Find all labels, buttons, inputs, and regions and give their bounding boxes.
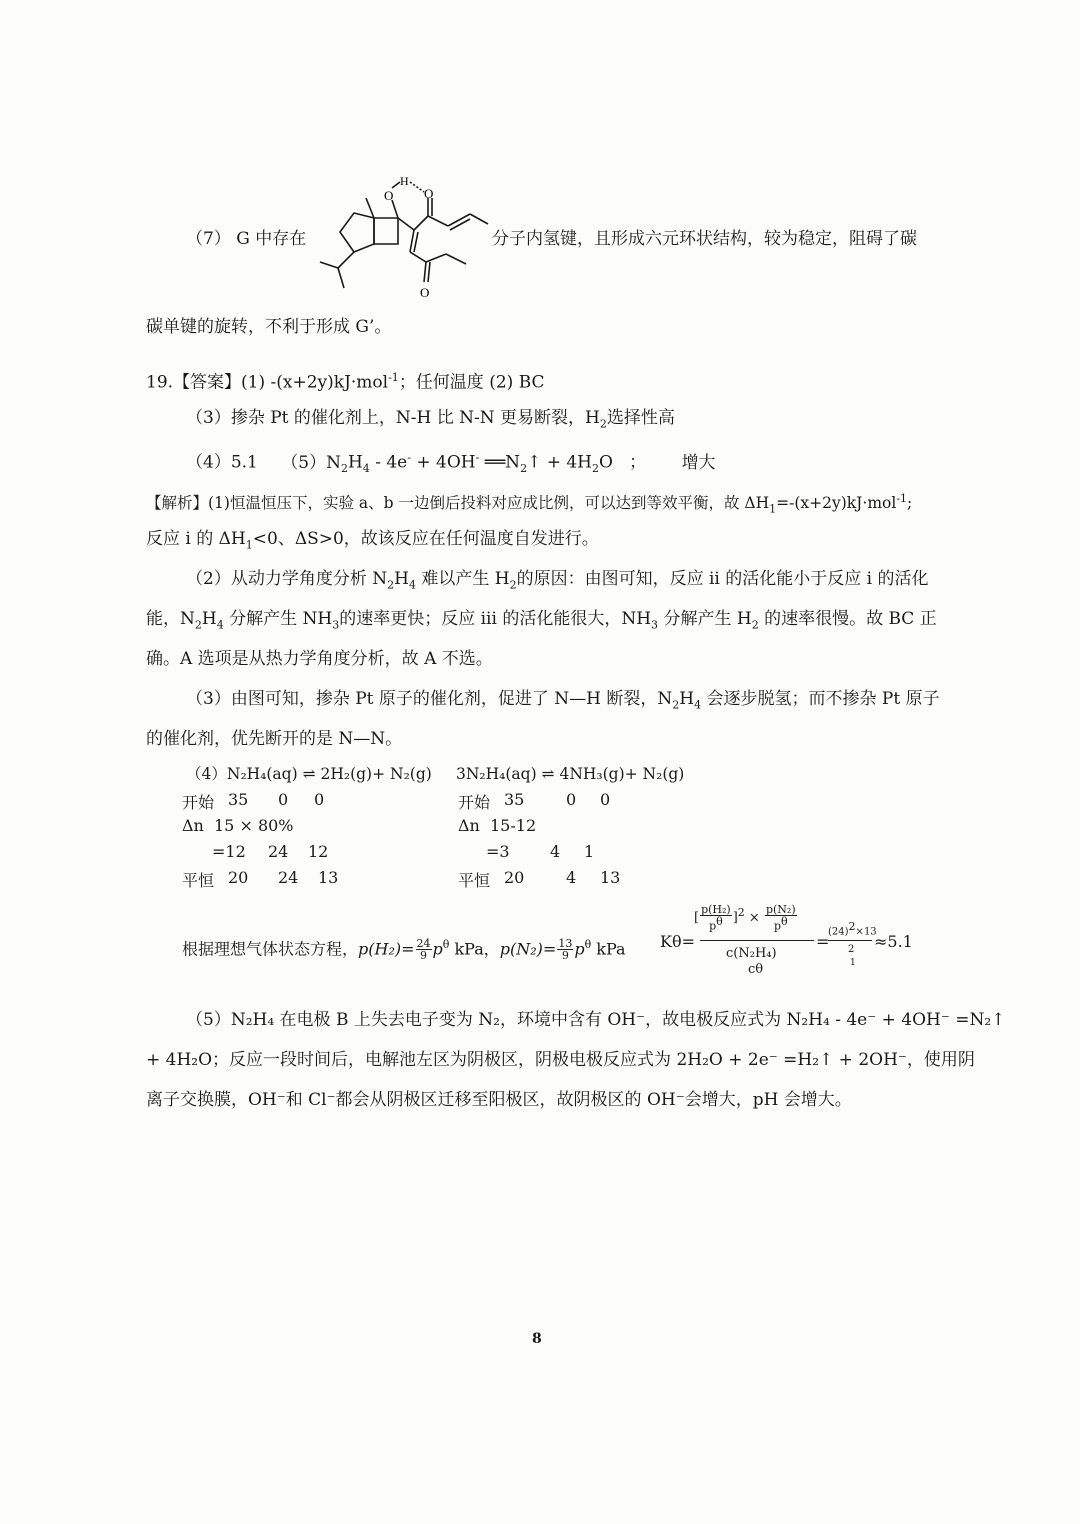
answer-line3: （3）掺杂 Pt 的催化剂上，N-H 比 N-N 更易断裂，$H_2$选择性高 [186,408,675,431]
analysis-p2-line3: 确。A 选项是从热力学角度分析，故 A 不选。 [146,649,493,669]
q7-suffix: 分子内氢键，且形成六元环状结构，较为稳定，阻碍了碳 [492,229,917,249]
analysis-p3-line1: （3）由图可知，掺杂 Pt 原子的催化剂，促进了 N—H 断裂，$N_2H_4$ 会逐步脱氢；而不掺杂 Pt 原子 [186,689,940,712]
analysis-p5-line1: （5）N₂H₄ 在电极 B 上失去电子变为 N₂，环境中含有 OH⁻，故电极反应式为 N₂H₄ - 4e⁻ + 4OH⁻ =N₂↑ [186,1010,1006,1030]
molecule-g-structure [310,170,500,305]
mol-o-ketone2: O [420,285,430,300]
analysis-p2-line2: 能，$N_2H_4$ 分解产生 $NH_3$的速率更快；反应 iii 的活化能很大，$NH_3$ 分解产生 $H_2$ 的速率很慢。故 BC 正 [146,609,937,632]
k-expression: Kθ= [ $\frac{\text{p(H₂)}}{p^\theta}$ ]$^2$ × $\frac{\text{p(N₂)}}{p^\theta}$ c(N₂H₄) cθ = $(24)^2\times 13$ 2 1 ≈5.1 [660,903,913,977]
analysis-line1: 【解析】(1)恒温恒压下，实验 a、b 一边倒后投料对应成比例，可以达到等效平衡，故 $\Delta H_1=-(x+2y)kJ\cdot mol^{-1}$; [146,492,913,516]
q7-line2: 碳单键的旋转，不利于形成 G’。 [146,317,392,337]
eq2: 3N₂H₄(aq) ⇌ 4NH₃(g)+ N₂(g) [456,765,685,783]
analysis-p5-line2: + 4H₂O；反应一段时间后，电解池左区为阴极区，阴极电极反应式为 2H₂O + 2e⁻ =H₂↑ + 2OH⁻，使用阴 [146,1050,975,1070]
mol-h: H [400,174,409,188]
answer-line4: （4）5.1 $(5)N_2H_4 - 4e^- + 4OH^-$ $══N_2↑ + 4H_2O$ ； 增大 [186,451,716,476]
analysis-line2: 反应 i 的 $\Delta H_1<0$、ΔS>0，故该反应在任何温度自发进行。 [146,529,599,552]
eq1: （4）N₂H₄(aq) ⇌ 2H₂(g)+ N₂(g) [186,765,432,783]
q7-prefix: （7） G 中存在 [186,229,307,249]
mol-o-ketone1: O [424,186,434,201]
analysis-p5-line3: 离子交换膜，OH⁻和 Cl⁻都会从阴极区迁移至阳极区，故阴极区的 OH⁻会增大，pH 会增大。 [146,1090,852,1110]
page-number: 8 [532,1331,542,1347]
ideal-gas-line: 根据理想气体状态方程，p(H₂)= $\frac{24}{9}$ $p^\theta$ kPa，p(N₂)= $\frac{13}{9}$ $p^\theta$ kPa [182,937,626,963]
analysis-p3-line2: 的催化剂，优先断开的是 N—N。 [146,729,403,749]
mol-o-top: O [384,188,394,203]
analysis-p2-line1: （2）从动力学角度分析 $N_2H_4$ 难以产生 $H_2$的原因：由图可知，反应 ii 的活化能小于反应 i 的活化 [186,569,929,592]
answer-line1: 19.【答案】(1) -(x+2y)kJ·mol$^{-1}$；任何温度 (2) BC [146,371,545,393]
